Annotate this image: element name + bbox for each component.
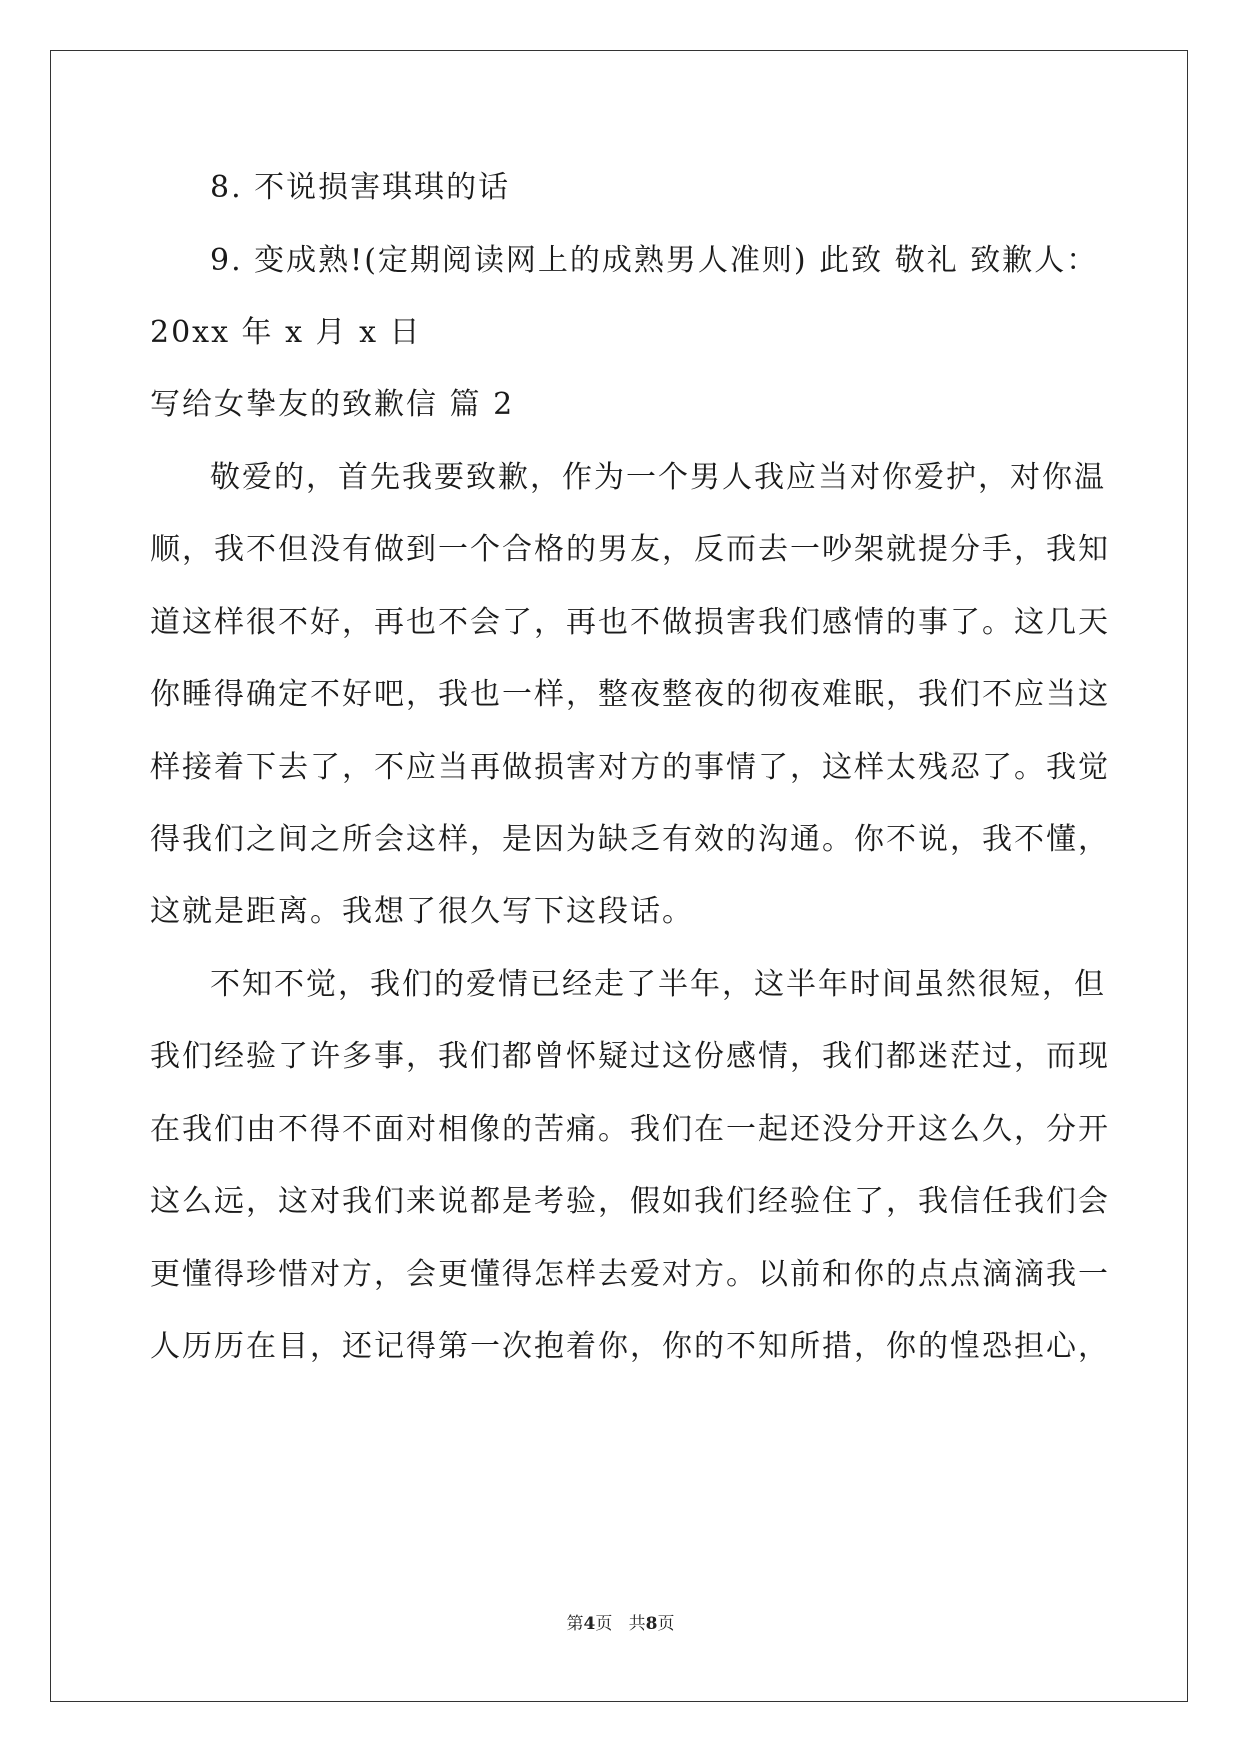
paragraph-line: 更懂得珍惜对方，会更懂得怎样去爱对方。以前和你的点点滴滴我一: [150, 1257, 1110, 1292]
footer-total-unit: 页: [657, 1614, 675, 1634]
paragraph-line: 道这样很不好，再也不会了，再也不做损害我们感情的事了。这几天: [150, 605, 1110, 640]
paragraph-line: 人历历在目，还记得第一次抱着你，你的不知所措，你的惶恐担心，: [150, 1329, 1110, 1364]
section-heading: 写给女挚友的致歉信 篇 2: [150, 387, 515, 422]
page-border: [50, 50, 1188, 1702]
paragraph-line: 不知不觉，我们的爱情已经走了半年，这半年时间虽然很短，但: [210, 967, 1106, 1002]
total-pages-number: 8: [645, 1614, 658, 1634]
footer-total-prefix: 共: [628, 1614, 646, 1634]
footer-prefix: 第: [566, 1614, 584, 1634]
paragraph-line: 这就是距离。我想了很久写下这段话。: [150, 894, 694, 929]
paragraph-line: 你睡得确定不好吧，我也一样，整夜整夜的彻夜难眠，我们不应当这: [150, 677, 1110, 712]
paragraph-line: 样接着下去了，不应当再做损害对方的事情了，这样太残忍了。我觉: [150, 750, 1110, 785]
paragraph-line: 在我们由不得不面对相像的苦痛。我们在一起还没分开这么久，分开: [150, 1112, 1110, 1147]
list-item-9: 9. 变成熟!(定期阅读网上的成熟男人准则) 此致 敬礼 致歉人：: [210, 243, 1099, 278]
paragraph-line: 敬爱的，首先我要致歉，作为一个男人我应当对你爱护，对你温: [210, 460, 1106, 495]
paragraph-line: 得我们之间之所会这样，是因为缺乏有效的沟通。你不说，我不懂，: [150, 822, 1110, 857]
list-item-8: 8. 不说损害琪琪的话: [210, 170, 511, 205]
paragraph-line: 顺，我不但没有做到一个合格的男友，反而去一吵架就提分手，我知: [150, 532, 1110, 567]
footer-page-unit: 页: [595, 1614, 613, 1634]
paragraph-line: 这么远，这对我们来说都是考验，假如我们经验住了，我信任我们会: [150, 1184, 1110, 1219]
paragraph-line: 我们经验了许多事，我们都曾怀疑过这份感情，我们都迷茫过，而现: [150, 1039, 1110, 1074]
current-page-number: 4: [583, 1614, 596, 1634]
page-footer: [0, 1609, 1241, 1634]
signature-date: 20xx 年 x 月 x 日: [150, 315, 422, 350]
